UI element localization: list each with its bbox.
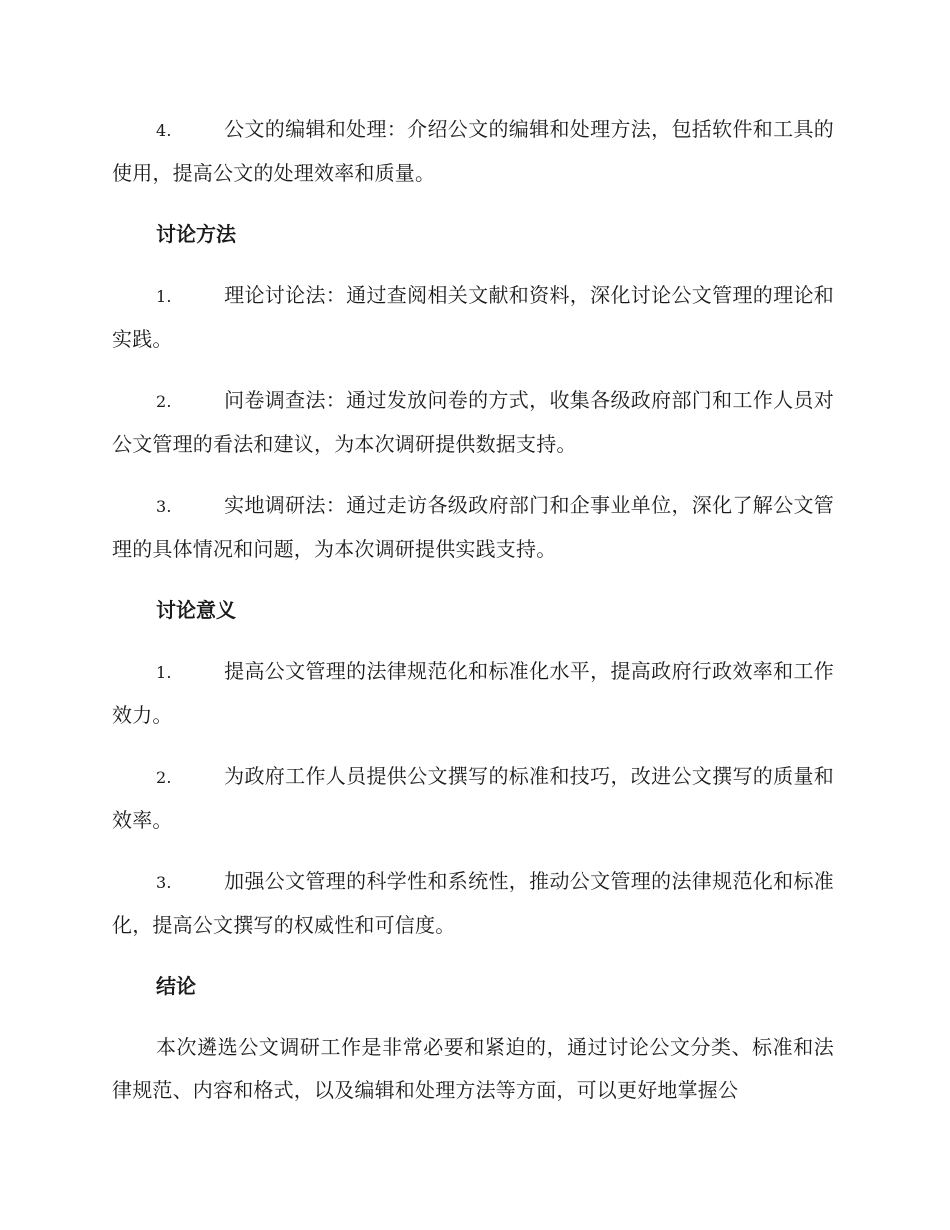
conclusion-paragraph: 本次遴选公文调研工作是非常必要和紧迫的，通过讨论公文分类、标准和法律规范、内容和格式，以及编辑和处理方法等方面，可以更好地掌握公 (112, 1035, 834, 1102)
section-heading-significance: 讨论意义 (156, 598, 236, 622)
list-item (112, 484, 834, 571)
list-item (112, 108, 834, 195)
list-text: 公文的编辑和处理：介绍公文的编辑和处理方法，包括软件和工具的使用，提高公文的处理效率和质量。 (112, 117, 834, 185)
list-text: 提高公文管理的法律规范化和标准化水平，提高政府行政效率和工作效力。 (112, 659, 834, 727)
list-number: 4. (156, 121, 172, 140)
list-number: 3. (156, 497, 172, 516)
list-item (112, 755, 834, 842)
list-number: 2. (156, 392, 172, 411)
document-page (112, 108, 834, 1130)
list-number: 3. (156, 873, 172, 892)
list-text: 加强公文管理的科学性和系统性，推动公文管理的法律规范化和标准化，提高公文撰写的权威性和可信度。 (112, 869, 834, 937)
list-item (112, 379, 834, 466)
section-heading-conclusion: 结论 (156, 974, 196, 998)
list-item (112, 650, 834, 737)
list-text: 为政府工作人员提供公文撰写的标准和技巧，改进公文撰写的质量和效率。 (112, 764, 834, 832)
list-number: 1. (156, 663, 172, 682)
list-text: 实地调研法：通过走访各级政府部门和企事业单位，深化了解公文管理的具体情况和问题，为本次调研提供实践支持。 (112, 493, 834, 561)
list-text: 理论讨论法：通过查阅相关文献和资料，深化讨论公文管理的理论和实践。 (112, 283, 834, 351)
list-number: 1. (156, 287, 172, 306)
list-item (112, 274, 834, 361)
section-heading-methods: 讨论方法 (156, 222, 236, 246)
list-text: 问卷调查法：通过发放问卷的方式，收集各级政府部门和工作人员对公文管理的看法和建议，为本次调研提供数据支持。 (112, 388, 834, 456)
list-item (112, 860, 834, 947)
list-number: 2. (156, 768, 172, 787)
